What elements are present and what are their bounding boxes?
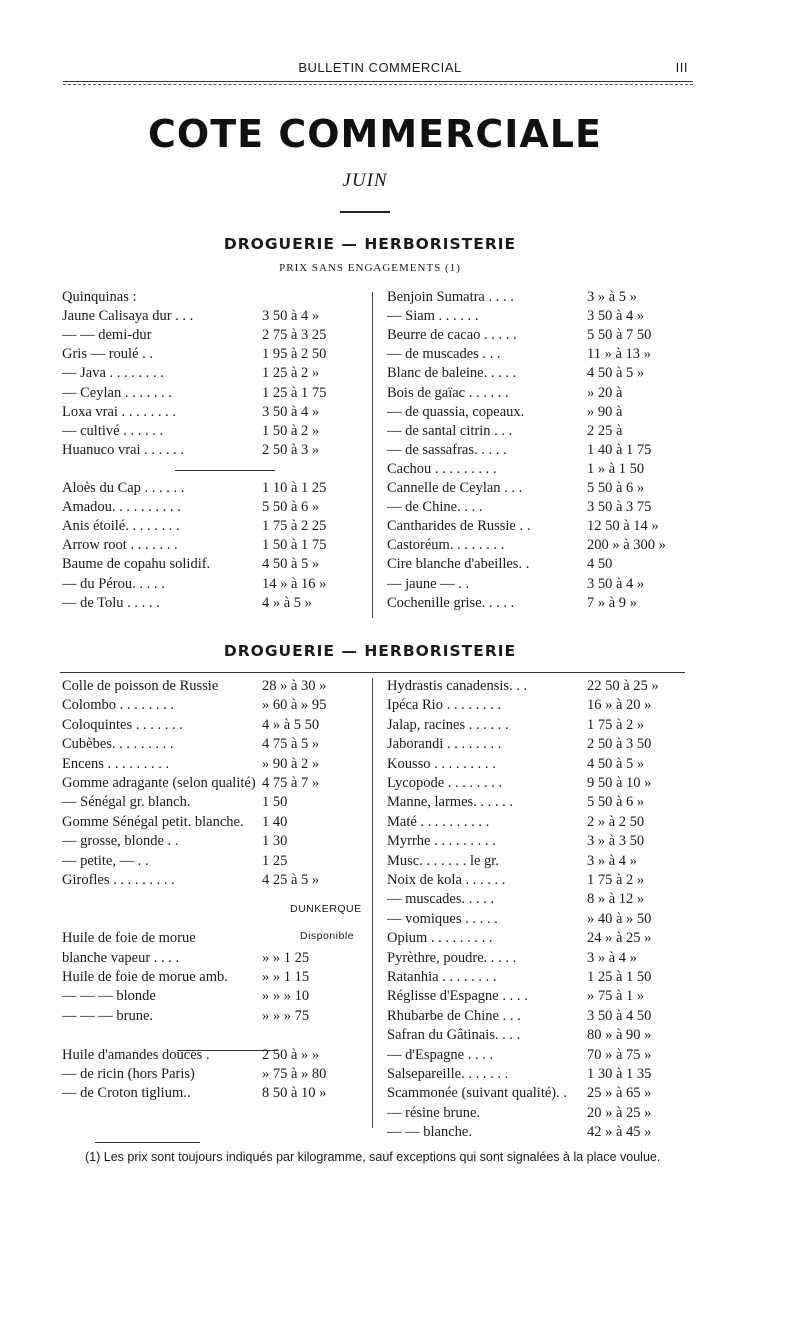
product-name: Manne, larmes. . . . . . bbox=[387, 794, 514, 811]
price-value: » 60 à » 95 bbox=[262, 697, 327, 714]
price-value: 3 » à 4 » bbox=[587, 949, 637, 966]
product-name: — de Chine. . . . bbox=[387, 499, 483, 516]
product-name: — petite, — . . bbox=[62, 852, 149, 869]
section1-column-divider bbox=[372, 292, 373, 618]
product-name: Huile d'amandes douces . bbox=[62, 1046, 210, 1063]
product-name: — résine brune. bbox=[387, 1104, 481, 1121]
product-name: Cachou . . . . . . . . . bbox=[387, 460, 497, 477]
price-value: 1 75 à 2 25 bbox=[262, 518, 327, 535]
price-value: » » 1 15 bbox=[262, 969, 310, 985]
price-value: 2 50 à 3 » bbox=[262, 441, 320, 458]
product-name: — — — blonde bbox=[62, 988, 156, 1005]
price-value: 1 25 à 1 50 bbox=[587, 969, 652, 985]
product-name: — de muscades . . . bbox=[387, 346, 501, 363]
product-name: Réglisse d'Espagne . . . . bbox=[387, 988, 528, 1005]
product-name: Lycopode . . . . . . . . bbox=[387, 775, 503, 791]
price-value: 25 » à 65 » bbox=[587, 1085, 652, 1102]
price-value: 1 95 à 2 50 bbox=[262, 346, 327, 363]
product-name: Gris — roulé . . bbox=[62, 346, 154, 363]
product-name: Huanuco vrai . . . . . . bbox=[62, 441, 185, 458]
price-value: 4 25 à 5 » bbox=[262, 872, 320, 888]
price-value: » 40 à » 50 bbox=[587, 910, 652, 927]
product-name: Anis étoilé. . . . . . . . bbox=[62, 518, 180, 535]
product-name: Cubèbes. . . . . . . . . bbox=[62, 736, 174, 753]
price-value: 1 25 bbox=[262, 852, 288, 869]
price-value: 200 » à 300 » bbox=[587, 537, 666, 554]
product-name: — muscades. . . . . bbox=[387, 891, 495, 908]
section2-left-divider bbox=[177, 1050, 277, 1051]
product-name: Noix de kola . . . . . . bbox=[387, 872, 506, 888]
price-value: 7 » à 9 » bbox=[587, 594, 637, 611]
price-value: 3 50 à 4 50 bbox=[587, 1007, 652, 1024]
section1-title: DROGUERIE — HERBORISTERIE bbox=[223, 235, 517, 253]
product-name: Cannelle de Ceylan . . . bbox=[387, 480, 523, 496]
price-value: 80 » à 90 » bbox=[587, 1027, 652, 1044]
price-value: 1 75 à 2 » bbox=[587, 872, 645, 888]
price-value: 3 » à 4 » bbox=[587, 852, 637, 869]
price-value: 11 » à 13 » bbox=[587, 346, 651, 363]
product-name: Safran du Gâtinais. . . . bbox=[387, 1027, 521, 1044]
price-value: 1 30 bbox=[262, 833, 288, 850]
price-value: » » » 75 bbox=[262, 1007, 310, 1024]
price-value: 2 75 à 3 25 bbox=[262, 327, 327, 344]
price-value: 2 » à 2 50 bbox=[587, 813, 645, 830]
price-value: 1 10 à 1 25 bbox=[262, 480, 327, 496]
product-name: Ipéca Rio . . . . . . . . bbox=[387, 697, 501, 714]
price-value: 14 » à 16 » bbox=[262, 575, 327, 592]
product-name: Hydrastis canadensis. . . bbox=[387, 678, 528, 694]
footnote: (1) Les prix sont toujours indiqués par kilogramme, sauf exceptions qui sont signalées à la place voulue. bbox=[85, 1150, 661, 1164]
price-value: 5 50 à 6 » bbox=[262, 499, 320, 516]
price-value: 1 75 à 2 » bbox=[587, 716, 645, 733]
price-value: 22 50 à 25 » bbox=[587, 678, 659, 694]
product-name: Baume de copahu solidif. bbox=[62, 556, 211, 573]
price-value: » 90 à 2 » bbox=[262, 755, 320, 772]
product-name: Myrrhe . . . . . . . . . bbox=[387, 833, 496, 850]
price-value: » 75 à » 80 bbox=[262, 1066, 327, 1082]
product-name: Blanc de baleine. . . . . bbox=[387, 365, 517, 382]
product-name: Rhubarbe de Chine . . . bbox=[387, 1007, 521, 1024]
price-value: 3 » à 5 » bbox=[587, 289, 637, 305]
price-value: 4 50 bbox=[587, 556, 613, 573]
price-value: 2 50 à » » bbox=[262, 1046, 320, 1063]
product-name: blanche vapeur . . . . bbox=[62, 949, 180, 966]
price-value: 4 50 à 5 » bbox=[587, 365, 645, 382]
product-name: Ratanhia . . . . . . . . bbox=[387, 969, 497, 985]
product-name: — de sassafras. . . . . bbox=[387, 441, 507, 458]
product-name: — de quassia, copeaux. bbox=[387, 403, 525, 420]
title-divider bbox=[340, 211, 390, 213]
product-name: Huile de foie de morue amb. bbox=[62, 969, 228, 985]
product-name: Jaune Calisaya dur . . . bbox=[62, 308, 194, 325]
product-name: Huile de foie de morue bbox=[62, 930, 196, 947]
section1-left-divider bbox=[175, 470, 275, 471]
product-name: — de Croton tiglium.. bbox=[62, 1085, 191, 1102]
price-value: 4 75 à 5 » bbox=[262, 736, 320, 753]
price-value: 8 50 à 10 » bbox=[262, 1085, 327, 1102]
header-rule-dashed bbox=[63, 84, 693, 85]
product-name: Scammonée (suivant qualité). . bbox=[387, 1085, 567, 1102]
product-name: Pyrèthre, poudre. . . . . bbox=[387, 949, 517, 966]
price-value: 1 40 à 1 75 bbox=[587, 441, 652, 458]
price-value: 5 50 à 6 » bbox=[587, 794, 645, 811]
page-title: COTE COMMERCIALE bbox=[148, 112, 602, 156]
price-value: 5 50 à 6 » bbox=[587, 480, 645, 496]
product-name: Colombo . . . . . . . . bbox=[62, 697, 174, 714]
product-name: — Siam . . . . . . bbox=[387, 308, 479, 325]
price-value: 1 50 bbox=[262, 794, 288, 811]
price-value: 4 » à 5 » bbox=[262, 594, 312, 611]
product-name: Cantharides de Russie . . bbox=[387, 518, 531, 535]
price-value: 5 50 à 7 50 bbox=[587, 327, 652, 344]
product-name: Encens . . . . . . . . . bbox=[62, 755, 170, 772]
price-value: 70 » à 75 » bbox=[587, 1046, 652, 1063]
header-rule bbox=[63, 81, 693, 82]
product-name: Loxa vrai . . . . . . . . bbox=[62, 403, 176, 420]
product-name: Coloquintes . . . . . . . bbox=[62, 716, 183, 733]
price-value: 1 40 bbox=[262, 813, 288, 830]
section2-title: DROGUERIE — HERBORISTERIE bbox=[223, 642, 517, 660]
price-value: 1 » à 1 50 bbox=[587, 460, 645, 477]
product-name: Quinquinas : bbox=[62, 289, 137, 305]
product-name: — — — brune. bbox=[62, 1007, 154, 1024]
product-name: Kousso . . . . . . . . . bbox=[387, 755, 496, 772]
price-value: 4 75 à 7 » bbox=[262, 775, 320, 791]
product-name: — de ricin (hors Paris) bbox=[62, 1066, 195, 1082]
product-name: Arrow root . . . . . . . bbox=[62, 537, 178, 554]
price-value: 2 50 à 3 50 bbox=[587, 736, 652, 753]
product-name: Gomme Sénégal petit. blanche. bbox=[62, 813, 244, 830]
price-value: 24 » à 25 » bbox=[587, 930, 652, 947]
product-name: — grosse, blonde . . bbox=[62, 833, 179, 850]
price-value: 3 50 à 3 75 bbox=[587, 499, 652, 516]
price-value: 3 50 à 4 » bbox=[262, 308, 320, 325]
product-name: Girofles . . . . . . . . . bbox=[62, 872, 175, 888]
product-name: — Ceylan . . . . . . . bbox=[62, 384, 172, 401]
price-value: 3 50 à 4 » bbox=[262, 403, 320, 420]
price-value: 1 50 à 1 75 bbox=[262, 537, 327, 554]
price-value: 1 25 à 2 » bbox=[262, 365, 320, 382]
price-value: 20 » à 25 » bbox=[587, 1104, 652, 1121]
product-name: Aloès du Cap . . . . . . bbox=[62, 480, 185, 496]
product-name: — cultivé . . . . . . bbox=[62, 422, 164, 439]
month-subtitle: JUIN bbox=[342, 170, 388, 191]
price-value: 3 » à 3 50 bbox=[587, 833, 645, 850]
section2-column-divider bbox=[372, 678, 373, 1128]
price-value: 12 50 à 14 » bbox=[587, 518, 659, 535]
price-value: » 20 à bbox=[587, 384, 623, 401]
product-name: — — blanche. bbox=[387, 1124, 472, 1141]
product-name: Maté . . . . . . . . . . bbox=[387, 813, 490, 830]
price-value: » » » 10 bbox=[262, 988, 310, 1005]
price-value: 9 50 à 10 » bbox=[587, 775, 652, 791]
price-value: 1 25 à 1 75 bbox=[262, 384, 327, 401]
product-name: Amadou. . . . . . . . . . bbox=[62, 499, 181, 516]
product-name: Jaborandi . . . . . . . . bbox=[387, 736, 502, 753]
price-value: 42 » à 45 » bbox=[587, 1124, 652, 1141]
price-value: 28 » à 30 » bbox=[262, 678, 327, 694]
product-name: Cire blanche d'abeilles. . bbox=[387, 556, 530, 573]
section2-top-rule bbox=[60, 672, 685, 673]
product-name: Castoréum. . . . . . . . bbox=[387, 537, 505, 554]
product-name: Opium . . . . . . . . . bbox=[387, 930, 493, 947]
price-value: 3 50 à 4 » bbox=[587, 575, 645, 592]
product-name: Jalap, racines . . . . . . bbox=[387, 716, 509, 733]
product-name: — jaune — . . bbox=[387, 575, 470, 592]
product-name: — Sénégal gr. blanch. bbox=[62, 794, 191, 811]
price-value: 4 50 à 5 » bbox=[587, 755, 645, 772]
product-name: — de Tolu . . . . . bbox=[62, 594, 160, 611]
price-value: 4 » à 5 50 bbox=[262, 716, 320, 733]
price-value: 16 » à 20 » bbox=[587, 697, 652, 714]
product-name: — d'Espagne . . . . bbox=[387, 1046, 494, 1063]
price-value: » 90 à bbox=[587, 403, 623, 420]
product-name: Musc. . . . . . . le gr. bbox=[387, 852, 499, 869]
product-name: Gomme adragante (selon qualité) bbox=[62, 775, 256, 791]
price-value: 3 50 à 4 » bbox=[587, 308, 645, 325]
product-name: — vomiques . . . . . bbox=[387, 910, 498, 927]
price-value: 8 » à 12 » bbox=[587, 891, 645, 908]
price-value: 1 30 à 1 35 bbox=[587, 1066, 652, 1082]
page-number: III bbox=[675, 60, 688, 75]
product-name: — Java . . . . . . . . bbox=[62, 365, 164, 382]
product-name: Cochenille grise. . . . . bbox=[387, 594, 515, 611]
product-name: Salsepareille. . . . . . . bbox=[387, 1066, 509, 1082]
price-value: 4 50 à 5 » bbox=[262, 556, 320, 573]
product-name: — du Pérou. . . . . bbox=[62, 575, 165, 592]
price-value: 1 50 à 2 » bbox=[262, 422, 320, 439]
footnote-rule bbox=[95, 1142, 200, 1143]
dunkerque-label: DUNKERQUE bbox=[290, 903, 362, 915]
product-name: Benjoin Sumatra . . . . bbox=[387, 289, 514, 305]
running-header bbox=[60, 60, 700, 80]
price-value: 2 25 à bbox=[587, 422, 623, 439]
product-name: Colle de poisson de Russie bbox=[62, 678, 219, 694]
disponible-label: Disponible bbox=[300, 930, 355, 942]
price-value: » » 1 25 bbox=[262, 949, 310, 966]
section1-note: PRIX SANS ENGAGEMENTS (1) bbox=[279, 262, 461, 274]
running-title: BULLETIN COMMERCIAL bbox=[298, 60, 462, 75]
price-value: » 75 à 1 » bbox=[587, 988, 645, 1005]
product-name: — — demi-dur bbox=[62, 327, 152, 344]
product-name: Beurre de cacao . . . . . bbox=[387, 327, 517, 344]
product-name: Bois de gaïac . . . . . . bbox=[387, 384, 509, 401]
product-name: — de santal citrin . . . bbox=[387, 422, 513, 439]
